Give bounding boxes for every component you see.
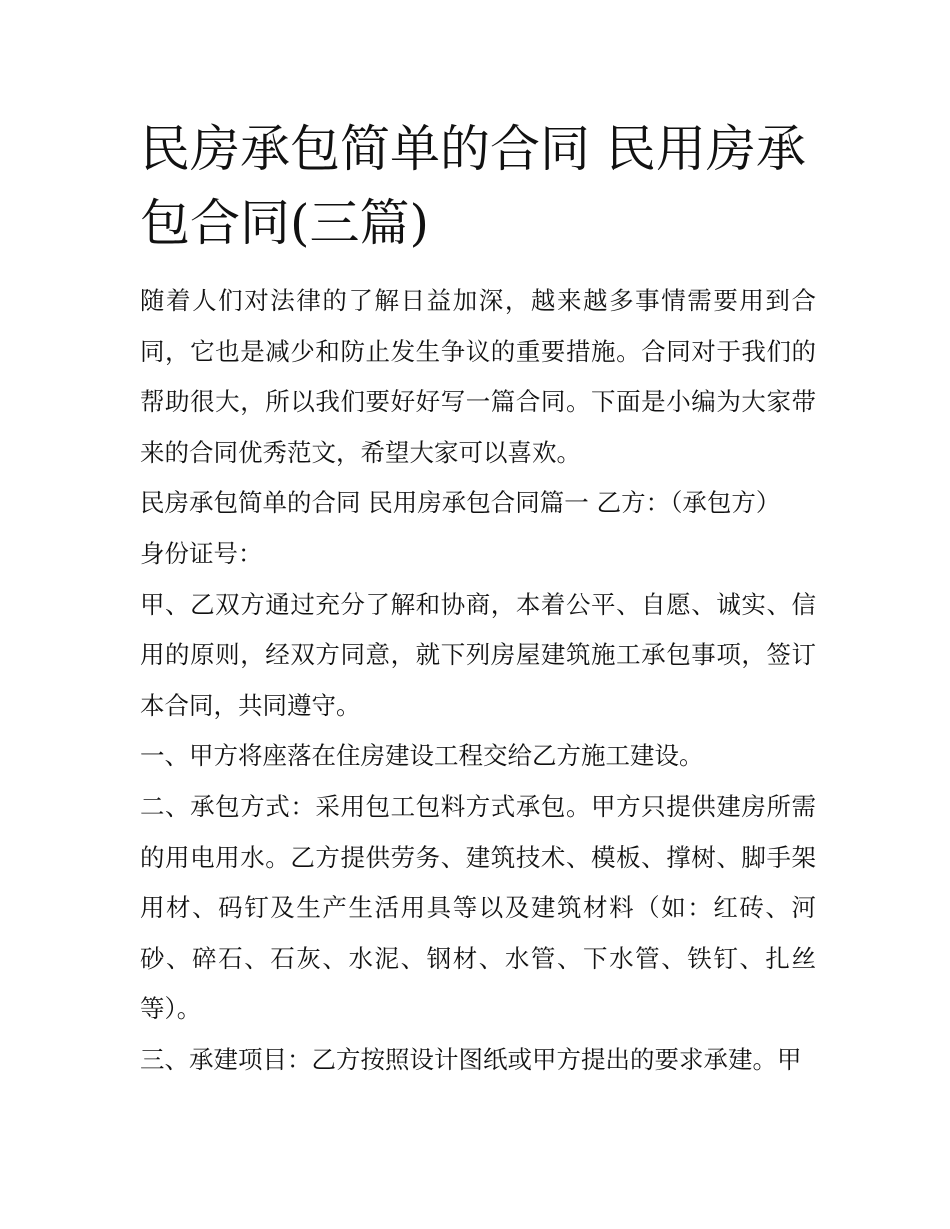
paragraph-party-b: 民房承包简单的合同 民用房承包合同篇一 乙方：（承包方） — [140, 488, 781, 518]
document-page — [140, 112, 816, 1086]
paragraph-clause-1: 一、甲方将座落在住房建设工程交给乙方施工建设。 — [140, 741, 704, 771]
paragraph-clause-3: 三、承建项目：乙方按照设计图纸或甲方提出的要求承建。甲 — [140, 1044, 802, 1074]
paragraph-intro: 随着人们对法律的了解日益加深，越来越多事情需要用到合同，它也是减少和防止发生争议的重要措施。合同对于我们的帮助很大，所以我们要好好写一篇合同。下面是小编为大家带来的合同优秀范文，希望大家可以喜欢。 — [140, 286, 816, 467]
paragraph-clause-2: 二、承包方式：采用包工包料方式承包。甲方只提供建房所需的用电用水。乙方提供劳务、建筑技术、模板、撑树、脚手架用材、码钉及生产生活用具等以及建筑材料（如：红砖、河砂、碎石、石灰、水泥、钢材、水管、下水管、铁钉、扎丝等）。 — [140, 791, 816, 1024]
paragraph-agreement: 甲、乙双方通过充分了解和协商，本着公平、自愿、诚实、信用的原则，经双方同意，就下列房屋建筑施工承包事项，签订本合同，共同遵守。 — [140, 589, 816, 720]
document-title: 民房承包简单的合同 民用房承包合同(三篇) — [140, 120, 806, 252]
paragraph-id-number: 身份证号： — [140, 538, 263, 568]
